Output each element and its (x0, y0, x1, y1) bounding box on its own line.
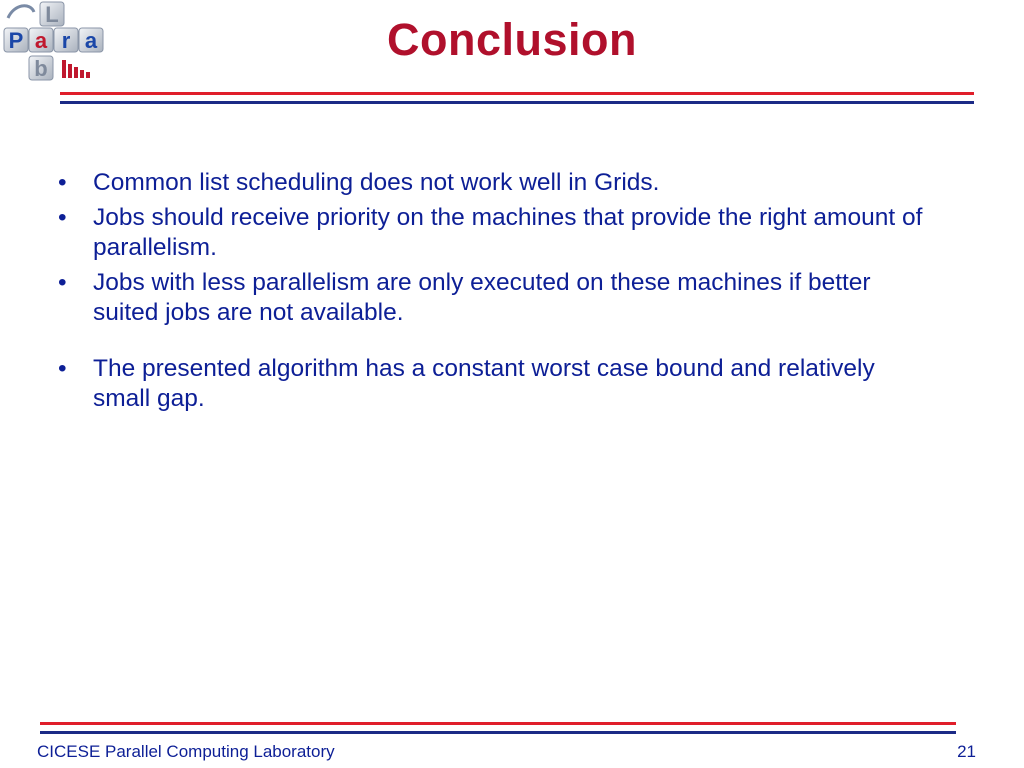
logo-letter-a1: a (34, 28, 48, 53)
bullet-item (58, 203, 938, 263)
header-rule-blue (60, 101, 974, 104)
slide-title: Conclusion (387, 14, 637, 65)
logo-letter-p: P (8, 28, 24, 53)
footer-lab-name: CICESE Parallel Computing Laboratory (37, 742, 335, 761)
logo-letter-l: L (45, 2, 59, 27)
logo-letter-r: r (61, 28, 71, 53)
bullet-marker: • (58, 355, 67, 382)
footer-rule-blue (40, 731, 956, 734)
logo-letter-b: b (34, 56, 48, 81)
bullet-item (58, 168, 938, 198)
bullet-list (58, 168, 938, 419)
footer-page-number: 21 (957, 742, 976, 761)
bullet-marker: • (58, 204, 67, 231)
logo-letter-a2: a (84, 28, 98, 53)
bullet-text: The presented algorithm has a constant worst case bound and relatively small gap. (93, 355, 875, 412)
bullet-item (58, 354, 938, 414)
header-rule-red (60, 92, 974, 95)
footer-rule-red (40, 722, 956, 725)
bullet-marker: • (58, 169, 67, 196)
bullet-text: Common list scheduling does not work well in Grids. (93, 169, 660, 196)
bullet-marker: • (58, 269, 67, 296)
bullet-text: Jobs should receive priority on the machines that provide the right amount of parallelism. (93, 204, 923, 261)
bullet-item (58, 268, 938, 328)
bullet-text: Jobs with less parallelism are only executed on these machines if better suited jobs are not available. (93, 269, 871, 326)
